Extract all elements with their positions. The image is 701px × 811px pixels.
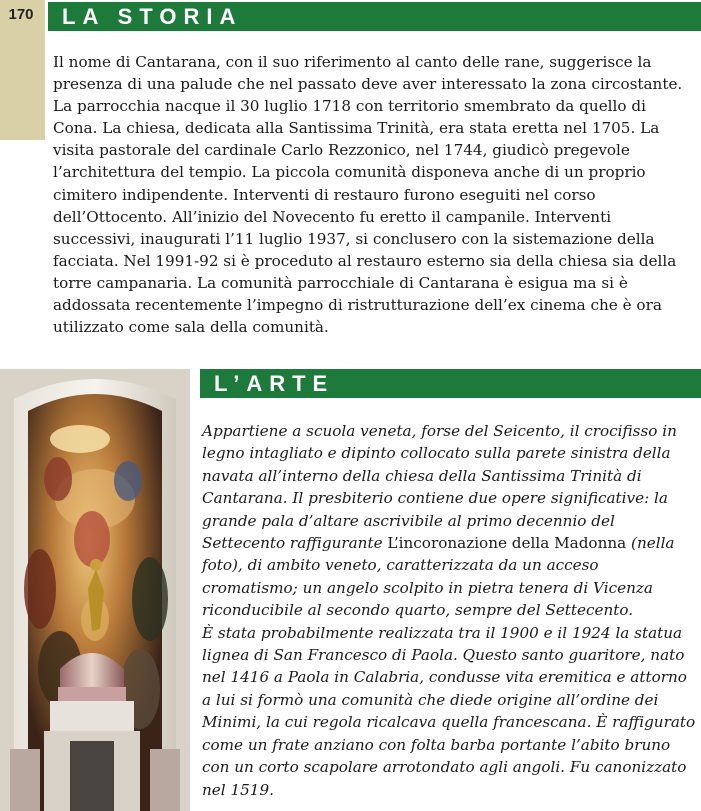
arte-paragraph-2: È stata probabilmente realizzata tra il 1900 e il 1924 la statua lignea di San Francesco di Paola. Questo santo guaritore, nato nel 1416 a Paola in Calabria, condusse vita eremitica e attorno a lui si formò una comunità che diede origine all’ordine dei Minimi, la cui regola ricalcava quella francescana. È raffigurato come un frate anziano con folta barba portante l’abito bruno con un corto scapolare arrotondato agli angoli. Fu canonizzato nel 1519. — [202, 623, 696, 799]
arte-text-block — [202, 420, 697, 801]
altarpiece-photo — [0, 369, 190, 811]
arte-text-part2: (nella foto), di ambito veneto, caratterizzata da un acceso cromatismo; un angelo scolpito in pietra tenera di Vicenza riconducibile al secondo quarto, sempre del Settecento. — [202, 534, 675, 620]
page-number: 170 — [8, 6, 34, 23]
section-title-storia: LA STORIA — [48, 2, 701, 31]
storia-paragraph: Il nome di Cantarana, con il suo riferimento al canto delle rane, suggerisce la presenza di una palude che nel passato deve aver interessato la zona circostante. La parrocchia nacque il 30 luglio 1718 con territorio smembrato da quello di Cona. La chiesa, dedicata alla Santissima Trinità, era stata eretta nel 1705. La visita pastorale del cardinale Carlo Rezzonico, nel 1744, giudicò pregevole l’architettura del tempio. La piccola comunità disponeva anche di un proprio cimitero indipendente. Interventi di restauro furono eseguiti nel corso dell’Ottocento. All’inizio del Novecento fu eretto il campanile. Interventi successivi, inaugurati l’11 luglio 1937, si conclusero con la sistemazione della facciata. Nel 1991-92 si è proceduto al restauro esterno sia della chiesa sia della torre campanaria. La comunità parrocchiale di Cantarana è esigua ma si è addossata recentemente l’impegno di ristrutturazione dell’ex cinema che è ora utilizzato come sala della comunità. — [53, 53, 683, 337]
artwork-title: L’incoronazione della Madonna — [387, 534, 627, 553]
arte-text-part1: Appartiene a scuola veneta, forse del Seicento, il crocifisso in legno intagliato e dipinto collocato sulla parete sinistra della navata all’interno della chiesa della Santissima Trinità di Cantarana. Il presbiterio contiene due opere significative: la grande pala d’altare ascrivibile al primo decennio del Settecento raffigurante — [202, 422, 677, 553]
section-title-arte: L’ARTE — [200, 369, 701, 398]
